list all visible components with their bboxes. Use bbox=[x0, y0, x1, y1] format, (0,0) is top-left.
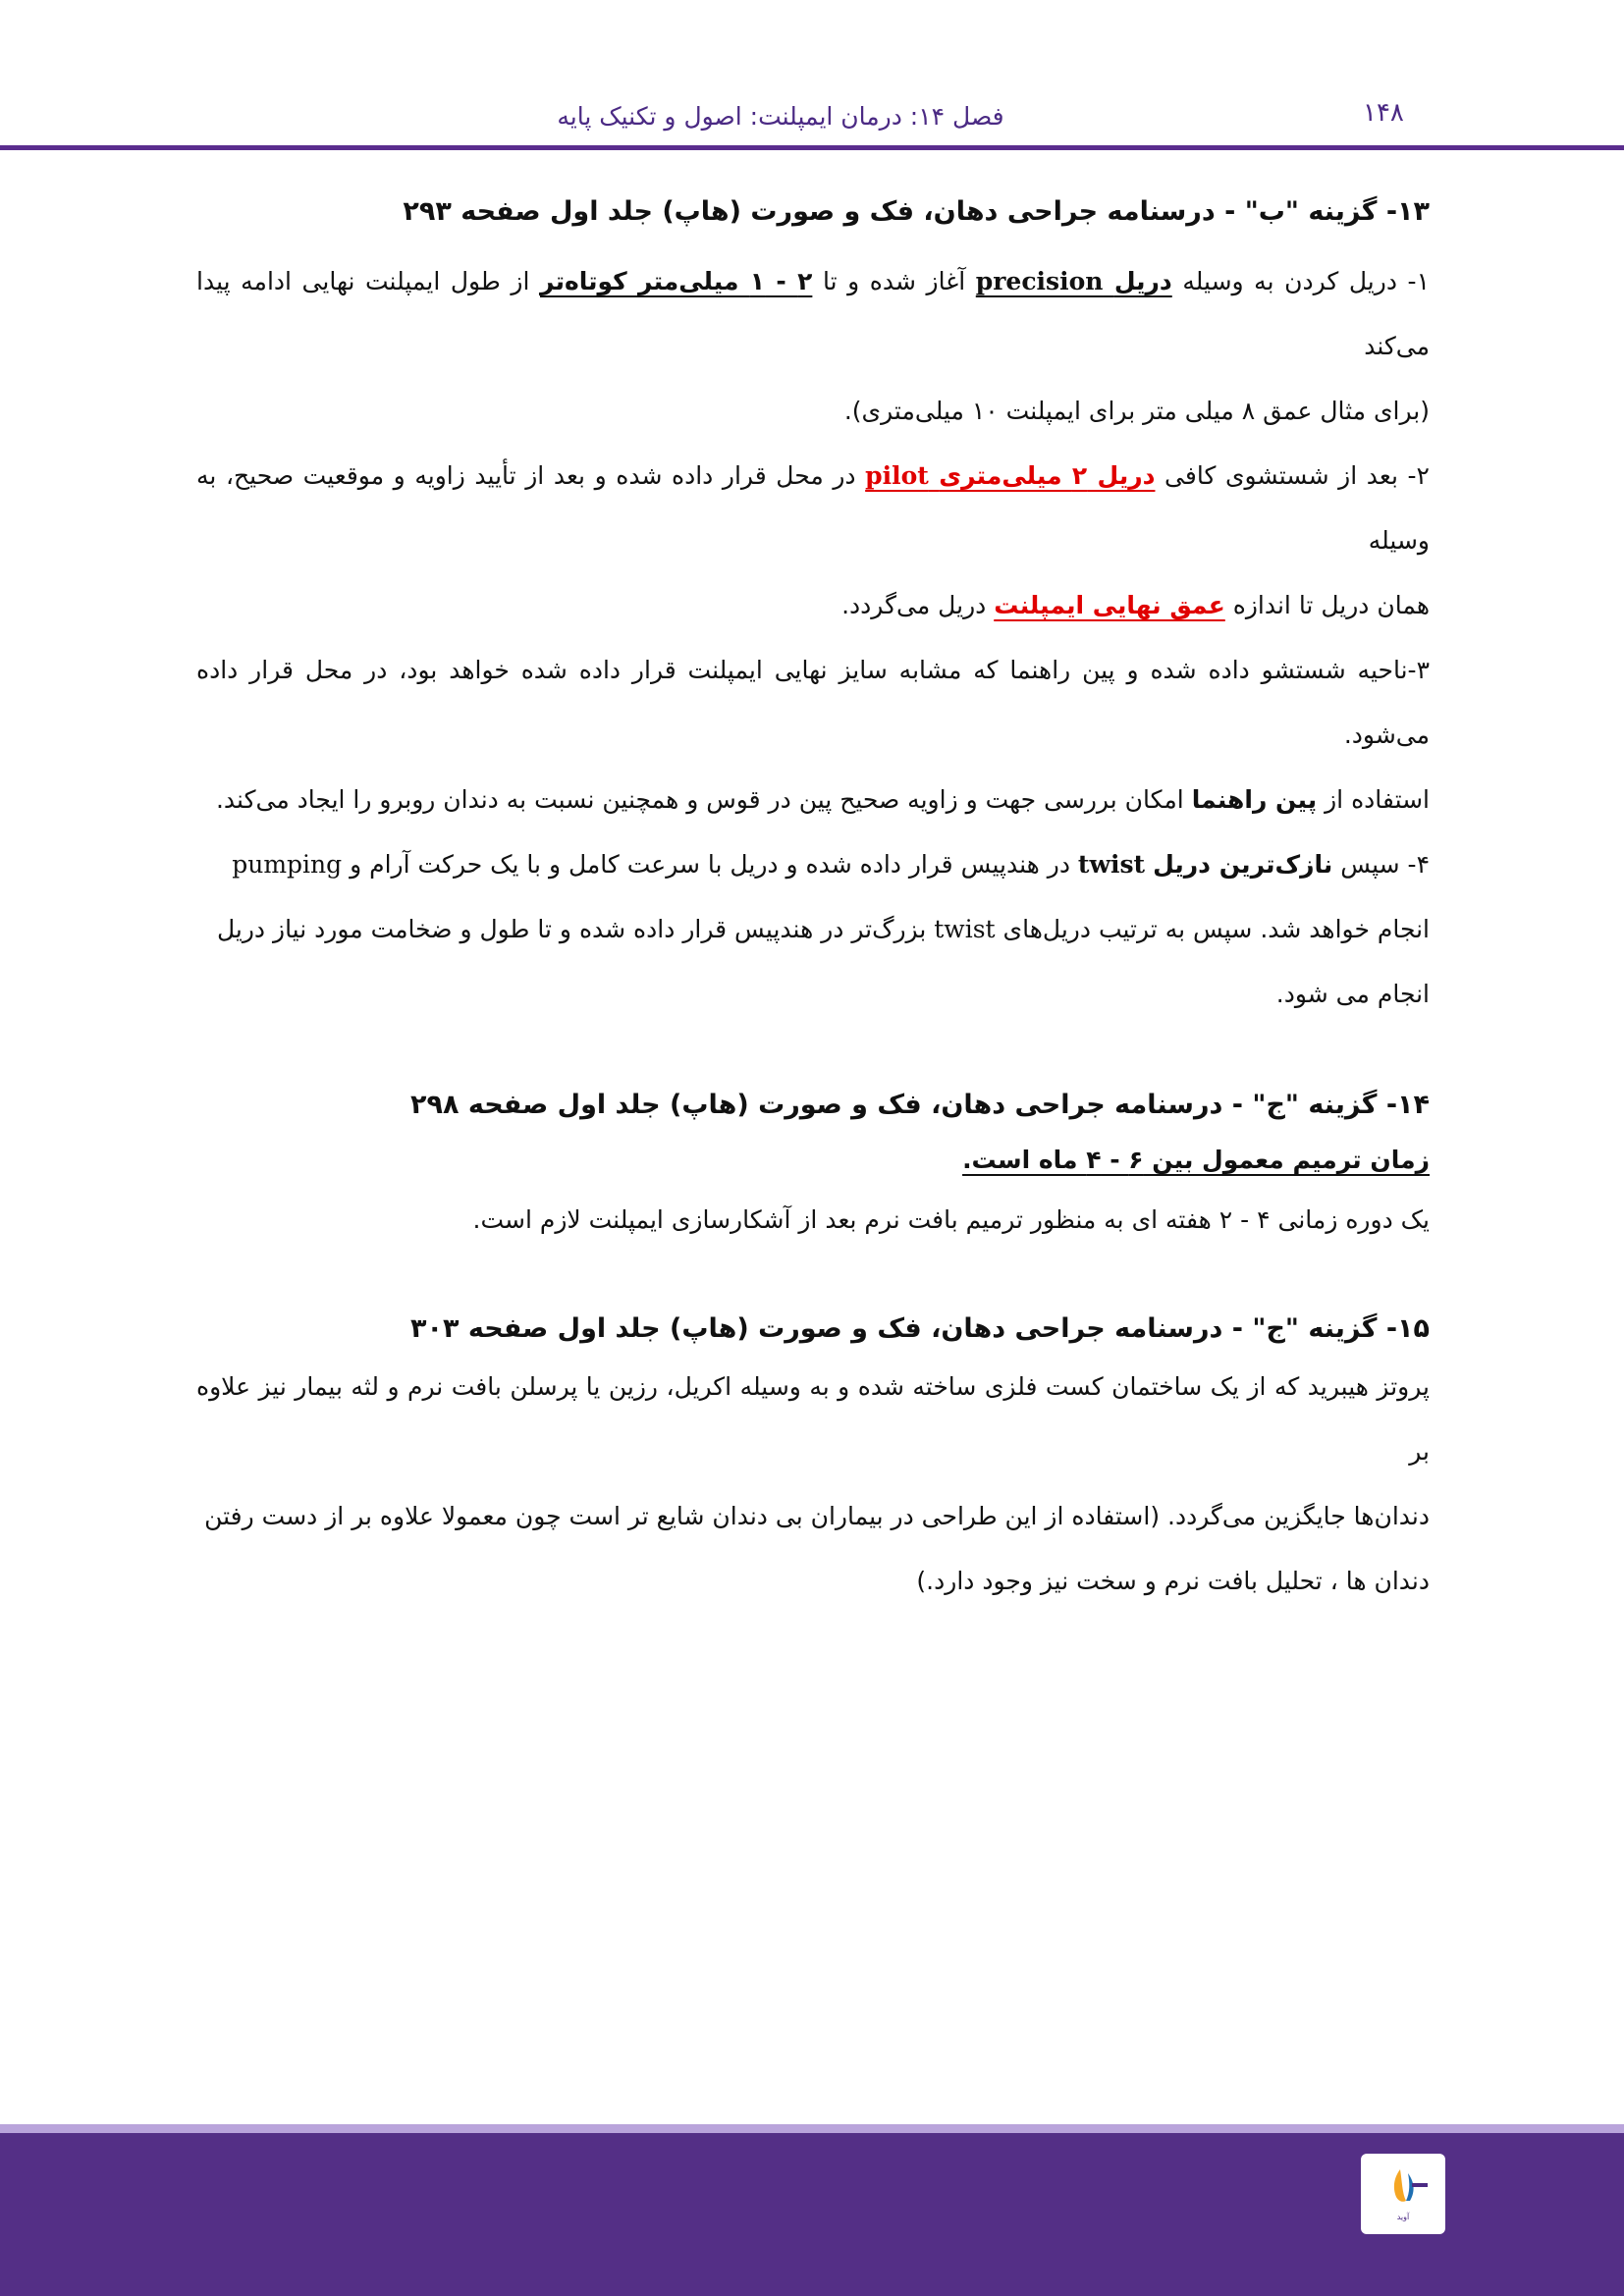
pilot-drill-word: دریل ۲ میلی‌متری bbox=[939, 461, 1156, 490]
answer-13-line-8 bbox=[196, 897, 1430, 962]
answer-13-title bbox=[196, 192, 1430, 232]
text-run: ۲- بعد از شستشوی کافی bbox=[1155, 461, 1430, 490]
footer-light-stripe bbox=[0, 2124, 1624, 2133]
drill-word: دریل bbox=[1113, 267, 1172, 295]
answer-14-number: ۱۴- گزینه "ج" bbox=[1252, 1090, 1430, 1120]
publisher-logo bbox=[1361, 2154, 1445, 2234]
answer-15-number: ۱۵- گزینه "ج" bbox=[1252, 1313, 1430, 1344]
page-content bbox=[196, 192, 1430, 1614]
final-depth-term: عمق نهایی ایمپلنت bbox=[994, 591, 1225, 619]
healing-time-text: زمان ترمیم معمول بین ۶ - ۴ ماه است. bbox=[962, 1146, 1430, 1174]
twist-word-2: twist bbox=[934, 915, 996, 943]
answer-13-line-9: انجام می شود. bbox=[1275, 980, 1430, 1008]
answer-13-line-2: (برای مثال عمق ۸ میلی متر برای ایمپلنت ۱۰ میلی‌متری). bbox=[843, 397, 1430, 425]
drill-term bbox=[976, 267, 1172, 295]
answer-13-source: - درسنامه جراحی دهان، فک و صورت (هاپ) جلد اول صفحه ۲۹۳ bbox=[403, 196, 1245, 227]
text-run: امکان بررسی جهت و زاویه صحیح پین در قوس و همچنین نسبت به دندان روبرو را ایجاد می‌کند. bbox=[215, 785, 1192, 814]
precision-word: precision bbox=[975, 267, 1104, 295]
logo-mark-icon bbox=[1371, 2163, 1435, 2211]
twist-word: twist bbox=[1077, 850, 1146, 879]
text-run: استفاده از bbox=[1317, 785, 1430, 814]
header-divider bbox=[0, 145, 1624, 150]
answer-14-source: - درسنامه جراحی دهان، فک و صورت (هاپ) جلد اول صفحه ۲۹۸ bbox=[410, 1090, 1253, 1120]
chapter-title: فصل ۱۴: درمان ایمپلنت: اصول و تکنیک پایه bbox=[557, 102, 1004, 131]
text-run: از طول ایمپلنت نهایی ادامه پیدا می‌کند bbox=[196, 267, 1430, 360]
answer-15-line-2: دندان‌ها جایگزین می‌گردد. (استفاده از این طراحی در بیماران بی دندان شایع تر است چون معمولا علاوه بر از دست رفتن bbox=[204, 1502, 1430, 1530]
page-number: ۱۴۸ bbox=[1363, 98, 1404, 128]
answer-13-line-5: ۳-ناحیه شستشو داده شده و پین راهنما که مشابه سایز نهایی ایمپلنت قرار داده شده خواهد بود، در محل قرار داده می‌شود. bbox=[196, 656, 1430, 749]
text-run: آغاز شده و تا bbox=[812, 267, 976, 295]
answer-13-line-1 bbox=[196, 249, 1430, 379]
thinnest-drill-term: نازک‌ترین دریل bbox=[1153, 850, 1333, 879]
answer-15-line-1: پروتز هیبرید که از یک ساختمان کست فلزی ساخته شده و به وسیله اکریل، رزین یا پرسلن بافت نرم و لثه بیمار نیز علاوه بر bbox=[196, 1372, 1430, 1466]
answer-14 bbox=[196, 1086, 1430, 1253]
answer-14-title bbox=[196, 1086, 1430, 1125]
text-run: انجام خواهد شد. سپس به ترتیب دریل‌های bbox=[995, 915, 1430, 943]
text-run: در محل قرار داده شده و بعد از تأیید زاویه و موقعیت صحیح، به وسیله bbox=[196, 461, 1430, 555]
answer-13-line-6 bbox=[196, 768, 1430, 832]
answer-15-source: - درسنامه جراحی دهان، فک و صورت (هاپ) جلد اول صفحه ۳۰۳ bbox=[410, 1313, 1253, 1344]
text-run: همان دریل تا اندازه bbox=[1224, 591, 1430, 619]
logo-text: آوید bbox=[1396, 2213, 1410, 2221]
answer-13-line-3 bbox=[196, 444, 1430, 573]
section-spacer bbox=[196, 1027, 1430, 1086]
answer-15 bbox=[196, 1309, 1430, 1614]
guide-pin-term: پین راهنما bbox=[1191, 785, 1318, 814]
pilot-drill-term bbox=[865, 461, 1155, 490]
text-run: ۱- دریل کردن به وسیله bbox=[1171, 267, 1430, 295]
answer-13 bbox=[196, 192, 1430, 1027]
answer-14-line-2: یک دوره زمانی ۴ - ۲ هفته ای به منظور ترمیم بافت نرم بعد از آشکارسازی ایمپلنت لازم است. bbox=[472, 1205, 1430, 1234]
text-run: ۴- سپس bbox=[1332, 850, 1430, 879]
answer-13-line-4 bbox=[196, 573, 1430, 638]
section-spacer bbox=[196, 1253, 1430, 1309]
answer-15-line-3: دندان ها ، تحلیل بافت نرم و سخت نیز وجود دارد.) bbox=[916, 1567, 1430, 1595]
shorter-mm-term: ۲ - ۱ میلی‌متر کوتاه‌تر bbox=[540, 267, 813, 295]
text-run: دریل می‌گردد. bbox=[841, 591, 995, 619]
answer-13-line-7 bbox=[196, 832, 1430, 897]
answer-15-title bbox=[196, 1309, 1430, 1349]
page-header bbox=[0, 0, 1624, 151]
pumping-word: pumping bbox=[232, 850, 343, 879]
text-run: در هندپیس قرار داده شده و دریل با سرعت کامل و با یک حرکت آرام و bbox=[342, 850, 1078, 879]
answer-14-line-1 bbox=[196, 1133, 1430, 1188]
answer-13-number: ۱۳- گزینه "ب" bbox=[1244, 196, 1430, 227]
page-footer bbox=[0, 2124, 1624, 2296]
text-run: بزرگ‌تر در هندپیس قرار داده شده و تا طول و ضخامت مورد نیاز دریل bbox=[216, 915, 935, 943]
pilot-word: pilot bbox=[865, 461, 929, 490]
